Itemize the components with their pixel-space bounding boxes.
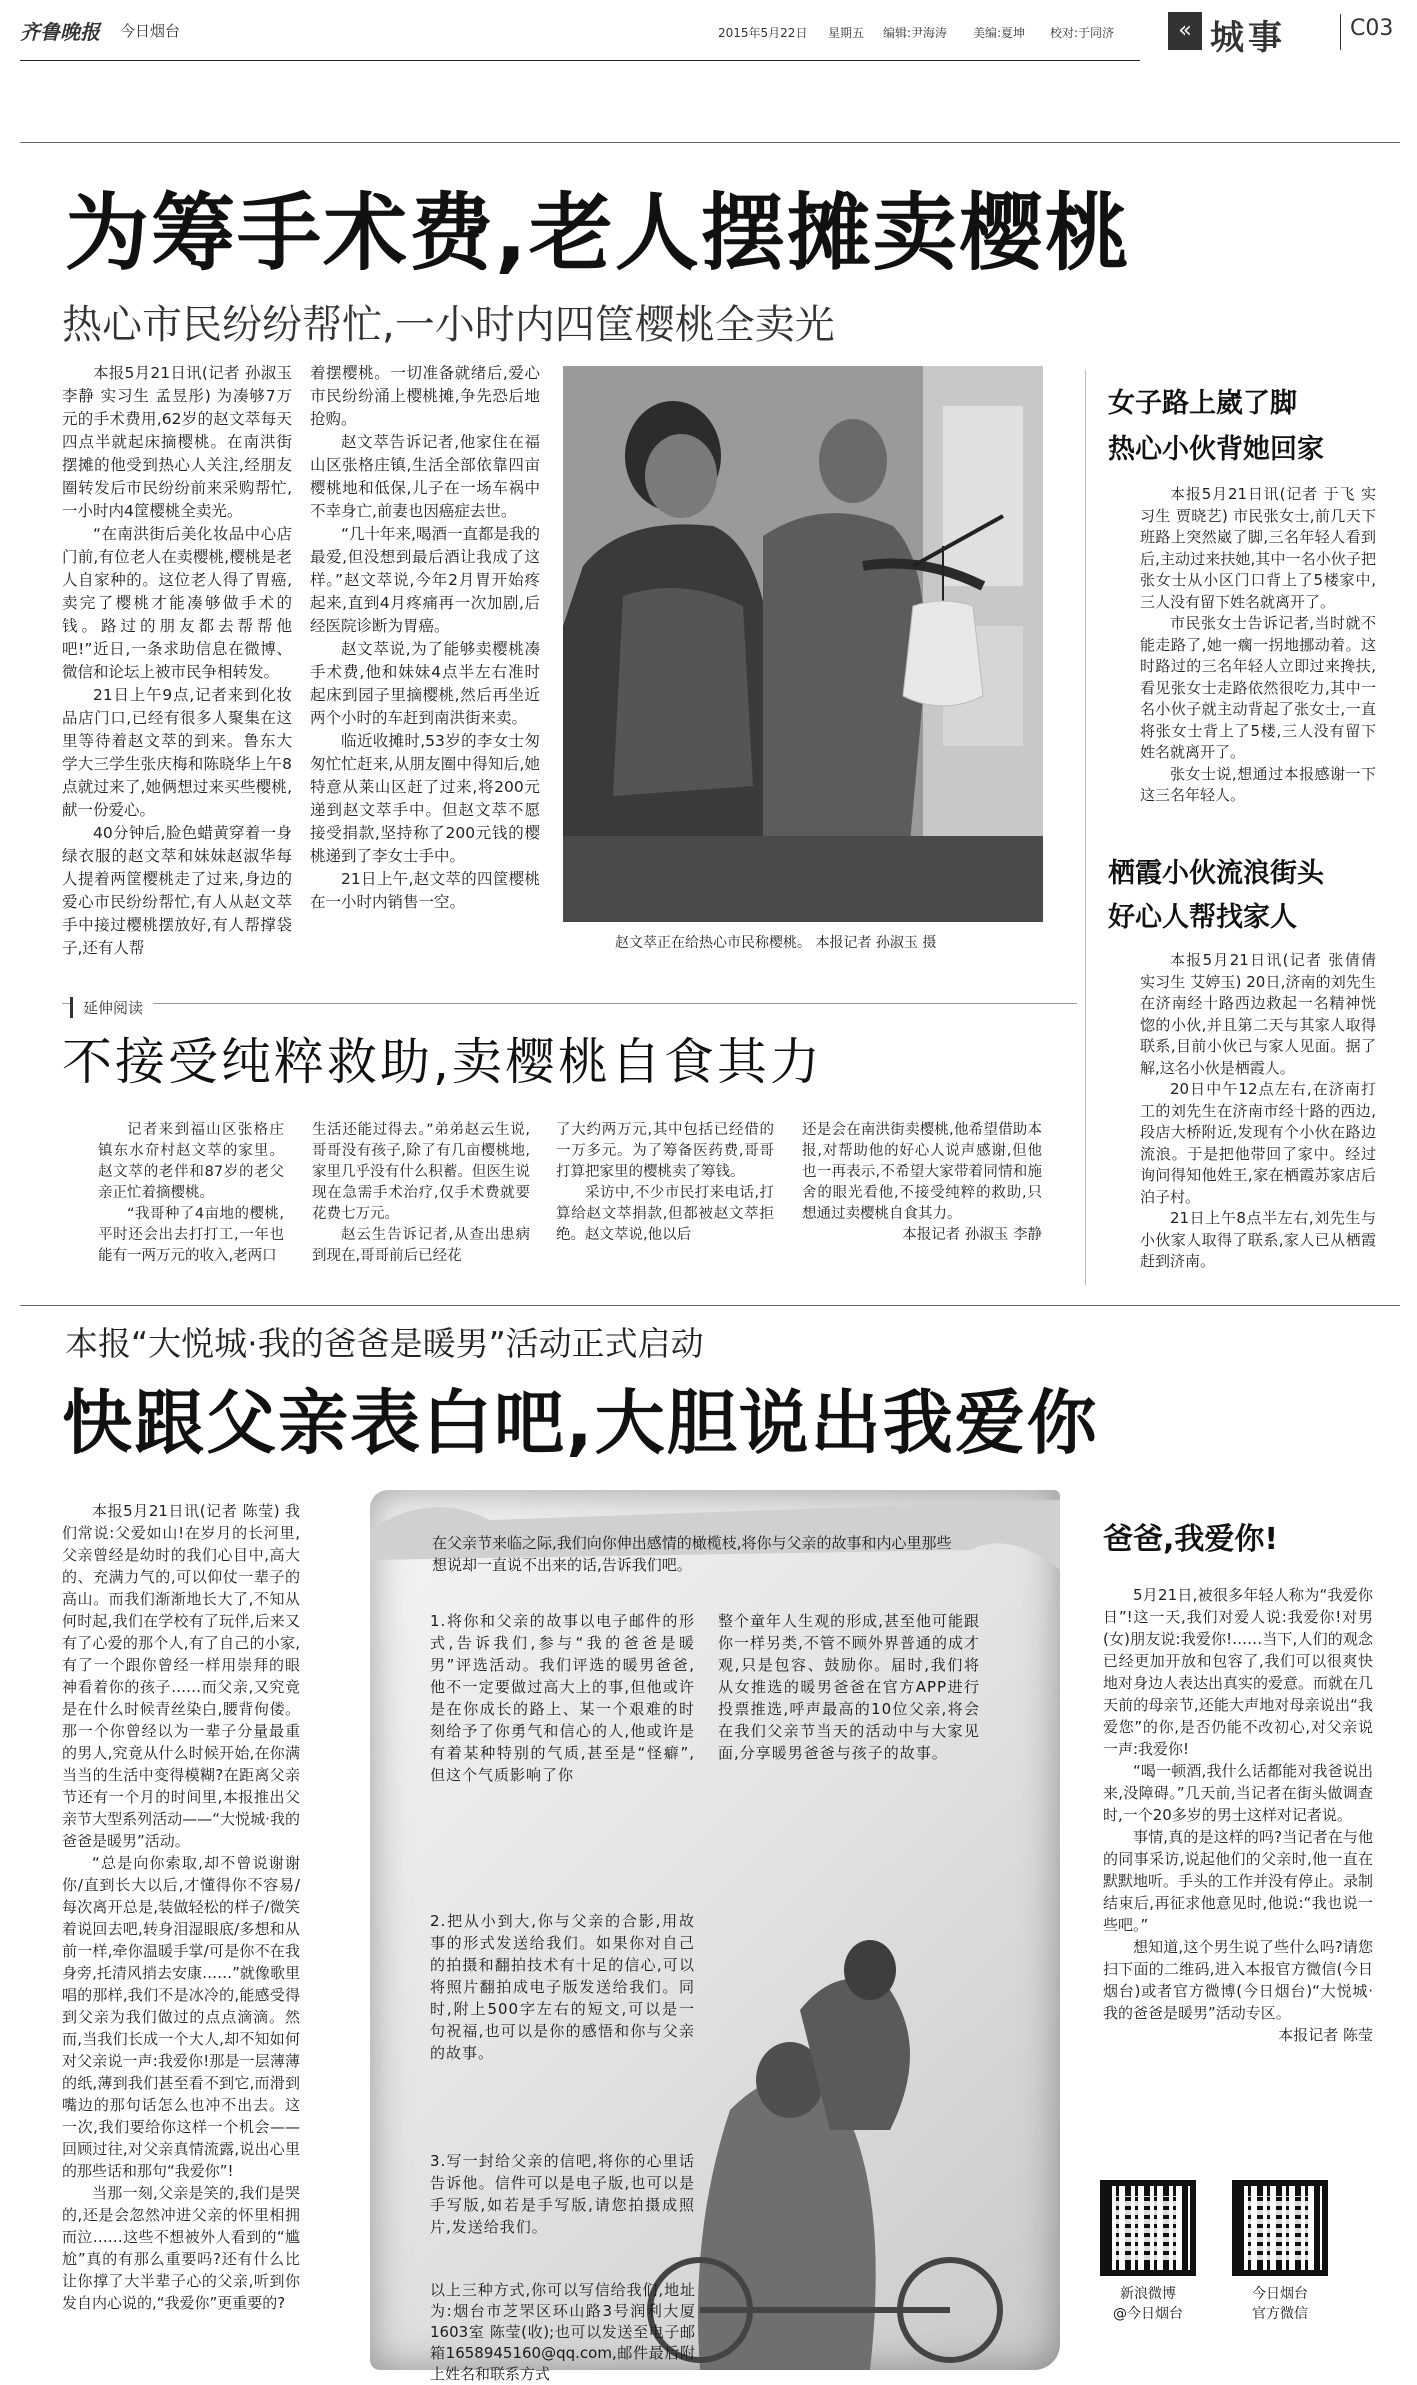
paragraph: 张女士说,想通过本报感谢一下这三名年轻人。 [1140, 764, 1376, 804]
main-subheadline: 热心市民纷纷帮忙,一小时内四筐樱桃全卖光 [62, 302, 835, 348]
paragraph: 21日上午8点半左右,刘先生与小伙家人取得了联系,家人已从栖霞赶到济南。 [1140, 1209, 1376, 1270]
extended-col1 [98, 1120, 284, 1267]
weibo-label-line1: 新浪微博 [1120, 2286, 1176, 2302]
father-right-col [1103, 1584, 1373, 2046]
scroll-item-3: 3.写一封给父亲的信吧,将你的心里话告诉他。信件可以是电子版,也可以是手写版,如若是手写版,请您拍摄成照片,发送给我们。 [430, 2152, 695, 2236]
photo-caption: 赵文萃正在给热心市民称樱桃。 本报记者 孙淑玉 摄 [615, 935, 937, 951]
paragraph: 40分钟后,脸色蜡黄穿着一身绿衣服的赵文萃和妹妹赵淑华每人提着两筐樱桃走了过来,身边的爱心市民纷纷帮忙,有人从赵文萃手中接过樱桃摆放好,有人帮撑袋子,还有人帮 [62, 824, 292, 957]
sidebar1-body [1140, 484, 1376, 807]
wechat-label-line1: 今日烟台 [1252, 2286, 1308, 2302]
extended-col4 [802, 1120, 1042, 1246]
paragraph: 记者来到福山区张格庄镇东水夼村赵文萃的家里。赵文萃的老伴和87岁的老父亲正忙着摘樱桃。 [98, 1122, 284, 1201]
paragraph: “总是向你索取,却不曾说谢谢你/直到长大以后,才懂得你不容易/每次离开总是,装做轻松的样子/微笑着说回去吧,转身泪湿眼底/多想和从前一样,牵你温暖手掌/可是你不在我身旁,托清风捎去安康……”就像歌里唱的那样,我们不是冰冷的,能感受得到父亲为我们做过的点点滴滴。然而,当我们长成一个大人,却不知如何对父亲说一声:我爱你!那是一层薄薄的纸,薄到我们甚至看不到它,而滑到嘴边的那句话怎么也冲不出去。这一次,我们要给你这样一个机会——回顾过往,对父亲真情流露,说出心里的那些话和那句“我爱你”! [62, 1854, 300, 2180]
wechat-label-line2: 官方微信 [1252, 2306, 1308, 2322]
section-rule [20, 1305, 1400, 1306]
weekday: 星期五 [828, 26, 865, 40]
paragraph: 事情,真的是这样的吗?当记者在与他的同事采访,说起他们的父亲时,他一直在默默地听。手头的工作并没有停止。录制结束后,再征求他意见时,他说:“我也说一些吧。” [1103, 1828, 1374, 1934]
main-article-col1 [62, 362, 292, 960]
father-right-title: 爸爸,我爱你! [1103, 1522, 1279, 1557]
editor: 编辑:尹海涛 [883, 26, 948, 40]
paragraph: 想知道,这个男生说了些什么吗?请您扫下面的二维码,进入本报官方微信(今日烟台)或者官方微博(今日烟台)“大悦城·我的爸爸是暖男”活动专区。 [1103, 1938, 1373, 2022]
paragraph: 本报5月21日讯(记者 张倩倩 实习生 艾婷玉) 20日,济南的刘先生在济南经十路西边救起一名精神恍惚的小伙,并且第二天与其家人取得联系,目前小伙已与家人见面。据了解,这名小伙是栖霞人。 [1140, 951, 1376, 1077]
extended-rule [62, 1003, 1077, 1004]
masthead [20, 10, 1400, 60]
proofreader: 校对:于同济 [1050, 26, 1115, 40]
photo-illustration [563, 366, 1043, 922]
designer: 美编:夏坤 [973, 26, 1026, 40]
sidebar2-title-line1: 栖霞小伙流浪街头 [1108, 858, 1324, 889]
main-article-col2 [310, 362, 540, 914]
paragraph: 市民张女士告诉记者,当时就不能走路了,她一瘸一拐地挪动着。这时路过的三名年轻人立即过来搀扶,看见张女士走路依然很吃力,其中一名小伙子就主动背起了张女士,一直将张女士背上了5楼,三人没有留下姓名就离开了。 [1140, 614, 1376, 761]
paper-logo: 齐鲁晚报 [20, 20, 100, 44]
sidebar1-title-line1: 女子路上崴了脚 [1108, 388, 1297, 419]
paragraph: 本报5月21日讯(记者 孙淑玉 李静 实习生 孟昱彤) 为凑够7万元的手术费用,62岁的赵文萃每天四点半就起床摘樱桃。在南洪街摆摊的他受到热心人关注,经朋友圈转发后市民纷纷前来采购帮忙,一小时内4筐樱桃全卖光。 [62, 364, 292, 520]
byline: 本报记者 陈莹 [1278, 2026, 1373, 2044]
paragraph: 5月21日,被很多年轻人称为“我爱你日”!这一天,我们对爱人说:我爱你!对男(女)朋友说:我爱你!……当下,人们的观念已经更加开放和包容了,我们可以很爽快地对身边人表达出真实的爱意。而就在几天前的母亲节,还能大声地对母亲说出“我爱您”的你,是否仍能不改初心,对父亲说一声:我爱你! [1103, 1586, 1374, 1758]
scroll-item-2: 2.把从小到大,你与父亲的合影,用故事的形式发送给我们。如果你对自己的拍摄和翻拍技术有十足的信心,可以将照片翻拍成电子版发送给我们。同时,附上500字左右的短文,可以是一句祝福,也可以是你的感悟和你与父亲的故事。 [430, 1912, 695, 2062]
paragraph: 赵文萃告诉记者,他家住在福山区张格庄镇,生活全部依靠四亩樱桃地和低保,儿子在一场车祸中不幸身亡,前妻也因癌症去世。 [310, 433, 540, 520]
extended-tag: 延伸阅读 [70, 997, 153, 1018]
masthead-rule [20, 60, 1140, 61]
top-rule [20, 142, 1400, 143]
campaign-scroll [370, 1490, 1060, 2383]
paragraph: 生活还能过得去。”弟弟赵云生说,哥哥没有孩子,除了有几亩樱桃地,家里几乎没有什么积蓄。但医生说现在急需手术治疗,仅手术费就要花费七万元。 [312, 1122, 530, 1222]
paragraph: “我哥种了4亩地的樱桃,平时还会出去打打工,一年也能有一两万元的收入,老两口 [98, 1206, 284, 1264]
scroll-item-1-cont: 整个童年人生观的形成,甚至他可能跟你一样另类,不管不顾外界普通的成才观,只是包容、鼓励你。届时,我们将从女推选的暖男爸爸在官方APP进行投票推选,呼声最高的10位父亲,将会在我们父亲节当天的活动中与大家见面,分享暖男爸爸与孩子的故事。 [718, 1612, 980, 1762]
father-kicker: 本报“大悦城·我的爸爸是暖男”活动正式启动 [65, 1324, 704, 1363]
paragraph: “喝一顿酒,我什么话都能对我爸说出来,没障碍。”几天前,当记者在街头做调查时,一个20多岁的男士这样对记者说。 [1103, 1762, 1373, 1824]
paragraph: 着摆樱桃。一切准备就绪后,爱心市民纷纷涌上樱桃摊,争先恐后地抢购。 [310, 364, 540, 428]
father-left-col [62, 1500, 300, 2314]
sidebar2-body [1140, 950, 1376, 1273]
weibo-qr-code[interactable] [1100, 2180, 1196, 2276]
scroll-item-1: 1.将你和父亲的故事以电子邮件的形式,告诉我们,参与“我的爸爸是暖男”评选活动。我们评选的暖男爸爸,他不一定要做过高大上的事,但他或许是在你成长的路上、某一个艰难的时刻给予了你勇气和信心的人,他或许是有着某种特别的气质,甚至是“怪癖”,但这个气质影响了你 [430, 1612, 695, 1784]
main-headline: 为筹手术费,老人摆摊卖樱桃 [65, 184, 1131, 282]
paragraph: 采访中,不少市民打来电话,打算给赵文萃捐款,但都被赵文萃拒绝。赵文萃说,他以后 [556, 1185, 774, 1243]
paragraph: 还是会在南洪街卖樱桃,他希望借助本报,对帮助他的好心人说声感谢,但他也一再表示,不希望大家带着同情和施舍的眼光看他,不接受纯粹的救助,只想通过卖樱桃自食其力。 [802, 1122, 1042, 1222]
paragraph: 临近收摊时,53岁的李女士匆匆忙忙赶来,从朋友圈中得知后,她特意从莱山区赶了过来,将200元递到赵文萃手中。但赵文萃不愿接受捐款,坚持称了200元钱的樱桃递到了李女士手中。 [310, 732, 540, 865]
edition-label: 今日烟台 [120, 22, 181, 40]
byline: 本报记者 孙淑玉 李静 [902, 1227, 1042, 1243]
paragraph: 当那一刻,父亲是笑的,我们是哭的,还是会忽然冲进父亲的怀里相拥而泣……这些不想被外人看到的“尴尬”真的有那么重要吗?还有什么比让你撑了大半辈子心的父亲,听到你发自内心说的,“我爱你”更重要的? [62, 2184, 300, 2312]
paragraph: 20日中午12点左右,在济南打工的刘先生在济南市经十路的西边,段店大桥附近,发现有个小伙在路边流浪。于是把他带回了家中。经过询问得知他姓王,家在栖霞苏家店后泊子村。 [1140, 1080, 1376, 1206]
section-name: 城事 [1210, 18, 1286, 58]
paragraph: 赵文萃说,为了能够卖樱桃凑手术费,他和妹妹4点半左右准时起床到园子里摘樱桃,然后再坐近两个小时的车赶到南洪街来卖。 [310, 640, 540, 727]
scroll-contact: 以上三种方式,你可以写信给我们,地址为:烟台市芝罘区环山路3号润利大厦1603室 陈莹(收);也可以发送至电子邮箱1658945160@qq.com,邮件最后附上姓名和联系方式 [430, 2281, 695, 2383]
paragraph: 21日上午,赵文萃的四筐樱桃在一小时内销售一空。 [310, 870, 540, 911]
sidebar-divider [1085, 370, 1086, 1285]
father-headline: 快跟父亲表白吧,大胆说出我爱你 [62, 1382, 1099, 1464]
weibo-qr-label [1100, 2284, 1196, 2324]
cherry-seller-photo [563, 366, 1043, 922]
paragraph: 本报5月21日讯(记者 陈莹) 我们常说:父爱如山!在岁月的长河里,父亲曾经是幼时的我们心目中,高大的、充满力气的,可以仰仗一辈子的高山。而我们渐渐地长大了,不知从何时起,我们在学校有了玩伴,后来又有了心爱的那个人,有了自己的小家,有了一个跟你曾经一样用崇拜的眼神看着你的孩子……而父亲,又究竟是在什么时候青丝染白,腰背佝偻。那一个你曾经以为一辈子分量最重的男人,究竟从什么时候开始,在你满当当的生活中变得模糊?在距离父亲节还有一个月的时间里,本报推出父亲节大型系列活动——“大悦城·我的爸爸是暖男”活动。 [62, 1502, 300, 1850]
extended-col2 [312, 1120, 530, 1267]
page-number: C03 [1350, 16, 1394, 41]
paragraph: 赵云生告诉记者,从查出患病到现在,哥哥前后已经花 [312, 1227, 530, 1264]
extended-headline: 不接受纯粹救助,卖樱桃自食其力 [62, 1033, 823, 1091]
paragraph: 21日上午9点,记者来到化妆品店门口,已经有很多人聚集在这里等待着赵文萃的到来。鲁东大学大三学生张庆梅和陈晓华上午8点就过来了,她俩想过来买些樱桃,献一份爱心。 [62, 686, 292, 819]
paragraph: 了大约两万元,其中包括已经借的一万多元。为了筹备医药费,哥哥打算把家里的樱桃卖了筹钱。 [556, 1122, 774, 1180]
paragraph: “在南洪街后美化妆品中心店门前,有位老人在卖樱桃,樱桃是老人自家种的。这位老人得了胃癌,卖完了樱桃才能凑够做手术的钱。路过的朋友都去帮帮他吧!”近日,一条求助信息在微博、微信和论坛上被市民争相转发。 [62, 525, 292, 681]
extended-col3 [556, 1120, 774, 1246]
scroll-intro: 在父亲节来临之际,我们向你伸出感情的橄榄枝,将你与父亲的故事和内心里那些想说却一直说不出来的话,告诉我们吧。 [432, 1534, 952, 1574]
sidebar1-title-line2: 热心小伙背她回家 [1108, 434, 1324, 465]
section-arrow-icon: « [1168, 12, 1202, 50]
paragraph: 本报5月21日讯(记者 于飞 实习生 贾晓艺) 市民张女士,前几天下班路上突然崴了脚,三名年轻人看到后,主动过来扶她,其中一名小伙子把张女士从小区门口背上了5楼家中,三人没有留下姓名就离开了。 [1140, 485, 1376, 611]
sidebar2-title-line2: 好心人帮找家人 [1108, 902, 1297, 933]
paragraph: “几十年来,喝酒一直都是我的最爱,但没想到最后酒让我成了这样。”赵文萃说,今年2月胃开始疼起来,直到4月疼痛再一次加剧,后经医院诊断为胃癌。 [310, 525, 540, 635]
masthead-divider [1340, 14, 1341, 50]
wechat-qr-code[interactable] [1232, 2180, 1328, 2276]
issue-date: 2015年5月22日 [718, 26, 808, 40]
weibo-label-line2: @今日烟台 [1113, 2306, 1183, 2322]
wechat-qr-label [1232, 2284, 1328, 2324]
